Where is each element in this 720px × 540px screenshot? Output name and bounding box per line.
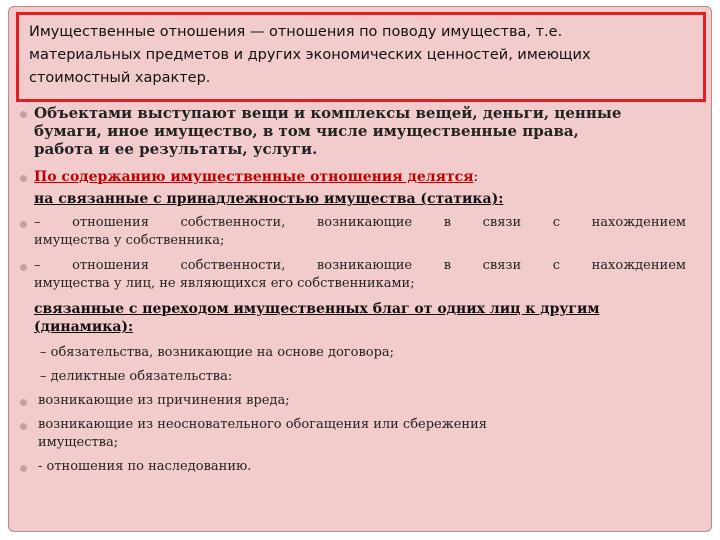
enrichment-line-2: имущества; [38, 435, 119, 450]
dynamics-heading-line-2: (динамика): [34, 319, 134, 335]
ownership-owner-line-1: – отношения собственности, возникающие в связи с нахождением [34, 215, 686, 230]
objects-line-3: работа и ее результаты, услуги. [34, 140, 318, 158]
objects-paragraph [34, 104, 686, 158]
definition-box [16, 12, 706, 102]
enrichment-paragraph [38, 416, 690, 452]
ownership-owner-paragraph [34, 214, 686, 250]
definition-text [29, 21, 693, 90]
enrichment-line-1: возникающие из неосновательного обогащения или сбережения [38, 417, 487, 432]
definition-line-3: стоимостный характер. [29, 70, 211, 86]
bullet-icon [20, 465, 27, 472]
bullet-icon [20, 175, 27, 182]
statics-heading [34, 190, 686, 208]
definition-line-2: материальных предметов и других экономических ценностей, имеющих [29, 47, 591, 63]
harm-item: возникающие из причинения вреда; [38, 393, 290, 408]
bullet-icon [20, 423, 27, 430]
objects-line-2: бумаги, иное имущество, в том числе имущественные права, [34, 122, 579, 140]
bullet-icon [20, 111, 27, 118]
tort-obligations: – деликтные обязательства: [40, 369, 233, 384]
statics-heading-text: на связанные с принадлежностью имущества (статика): [34, 191, 504, 207]
dynamics-heading [34, 300, 686, 336]
bullet-icon [20, 264, 27, 271]
ownership-nonowner-line-1: – отношения собственности, возникающие в связи с нахождением [34, 258, 686, 273]
dynamics-heading-line-1: связанные с переходом имущественных благ от одних лиц к другим [34, 301, 600, 317]
content-heading-text: По содержанию имущественные отношения делятся [34, 169, 474, 185]
ownership-nonowner-line-2: имущества у лиц, не являющихся его собственниками; [34, 276, 415, 291]
bullet-icon [20, 399, 27, 406]
contract-obligations: – обязательства, возникающие на основе договора; [40, 345, 395, 360]
content-heading-colon: : [473, 169, 479, 185]
bullet-icon [20, 221, 27, 228]
ownership-nonowner-paragraph [34, 257, 686, 293]
definition-line-1: Имущественные отношения — отношения по поводу имущества, т.е. [29, 24, 563, 40]
objects-line-1: Объектами выступают вещи и комплексы вещей, деньги, ценные [34, 104, 622, 122]
content-heading [34, 168, 686, 186]
inheritance-item: - отношения по наследованию. [38, 459, 252, 474]
ownership-owner-line-2: имущества у собственника; [34, 233, 225, 248]
